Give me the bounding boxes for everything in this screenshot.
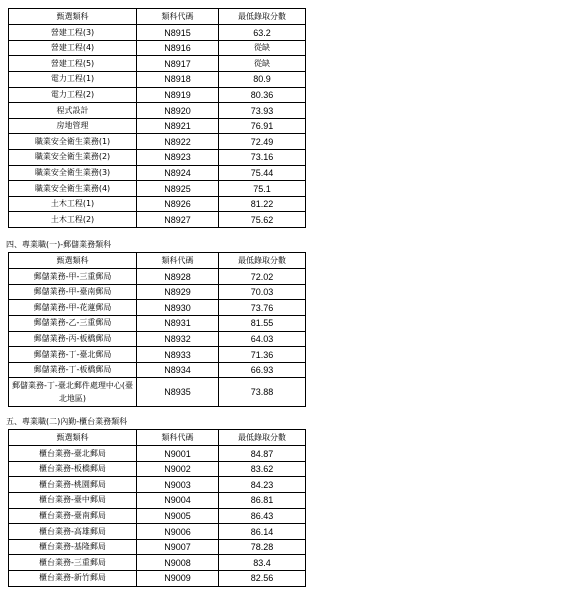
category-cell: 櫃台業務-高雄郵局 (9, 524, 137, 540)
table-row (9, 284, 306, 300)
table-row (9, 25, 306, 41)
code-cell: N8922 (137, 134, 219, 150)
score-cell: 63.2 (219, 25, 306, 41)
code-cell: N8931 (137, 316, 219, 332)
score-cell: 83.4 (219, 555, 306, 571)
header-category: 甄選類科 (9, 9, 137, 25)
code-cell: N9008 (137, 555, 219, 571)
score-cell: 86.43 (219, 508, 306, 524)
score-cell: 76.91 (219, 118, 306, 134)
score-cell: 75.62 (219, 212, 306, 228)
code-cell: N8915 (137, 25, 219, 41)
code-cell: N8921 (137, 118, 219, 134)
code-cell: N9006 (137, 524, 219, 540)
score-cell: 從缺 (219, 56, 306, 72)
table-row (9, 87, 306, 103)
score-cell: 86.81 (219, 493, 306, 509)
header-score: 最低錄取分數 (219, 9, 306, 25)
code-cell: N8929 (137, 284, 219, 300)
table-row (9, 196, 306, 212)
category-cell: 郵儲業務-丁-板橋郵局 (9, 362, 137, 378)
category-cell: 櫃台業務-臺北郵局 (9, 446, 137, 462)
score-cell: 84.87 (219, 446, 306, 462)
score-cell: 73.76 (219, 300, 306, 316)
category-cell: 櫃台業務-基隆郵局 (9, 539, 137, 555)
table-row (9, 269, 306, 285)
score-cell: 75.44 (219, 165, 306, 181)
score-cell: 72.02 (219, 269, 306, 285)
code-cell: N8918 (137, 72, 219, 88)
code-cell: N8925 (137, 181, 219, 197)
score-cell: 78.28 (219, 539, 306, 555)
score-cell: 81.55 (219, 316, 306, 332)
header-score: 最低錄取分數 (219, 430, 306, 446)
table-row (9, 508, 306, 524)
table-row (9, 446, 306, 462)
category-cell: 職業安全衛生業務(2) (9, 150, 137, 166)
category-cell: 電力工程(2) (9, 87, 137, 103)
category-cell: 郵儲業務-甲-臺南郵局 (9, 284, 137, 300)
table-row (9, 316, 306, 332)
score-cell: 84.23 (219, 477, 306, 493)
category-cell: 職業安全衛生業務(4) (9, 181, 137, 197)
header-score: 最低錄取分數 (219, 253, 306, 269)
code-cell: N9003 (137, 477, 219, 493)
score-cell: 64.03 (219, 331, 306, 347)
header-category: 甄選類科 (9, 430, 137, 446)
code-cell: N8932 (137, 331, 219, 347)
score-cell: 70.03 (219, 284, 306, 300)
category-cell: 程式設計 (9, 103, 137, 119)
score-cell: 66.93 (219, 362, 306, 378)
table-row (9, 555, 306, 571)
score-cell: 82.56 (219, 571, 306, 587)
table-row (9, 40, 306, 56)
code-cell: N8916 (137, 40, 219, 56)
code-cell: N9001 (137, 446, 219, 462)
category-cell: 職業安全衛生業務(3) (9, 165, 137, 181)
code-cell: N8926 (137, 196, 219, 212)
code-cell: N8927 (137, 212, 219, 228)
score-cell: 72.49 (219, 134, 306, 150)
table-row (9, 212, 306, 228)
code-cell: N8934 (137, 362, 219, 378)
table-row (9, 165, 306, 181)
category-cell: 櫃台業務-新竹郵局 (9, 571, 137, 587)
code-cell: N9002 (137, 461, 219, 477)
code-cell: N9005 (137, 508, 219, 524)
section-heading-postal-savings: 四、專業職(一)-郵儲業務類科 (6, 240, 112, 249)
code-cell: N8924 (137, 165, 219, 181)
header-code: 類科代碼 (137, 430, 219, 446)
table-row (9, 493, 306, 509)
table-row (9, 461, 306, 477)
table-row (9, 150, 306, 166)
score-cell: 81.22 (219, 196, 306, 212)
table-row (9, 347, 306, 363)
code-cell: N8917 (137, 56, 219, 72)
table-header-row (9, 253, 306, 269)
section-heading-counter-service: 五、專業職(二)內勤-櫃台業務類科 (6, 417, 128, 426)
table-row (9, 134, 306, 150)
score-cell: 80.36 (219, 87, 306, 103)
category-cell: 櫃台業務-三重郵局 (9, 555, 137, 571)
table-row (9, 539, 306, 555)
score-table-counter-service (8, 429, 306, 587)
category-cell: 郵儲業務-丁-臺北郵件處理中心(臺北地區) (9, 378, 137, 407)
table-row (9, 477, 306, 493)
score-table-postal-savings (8, 252, 306, 407)
category-cell: 職業安全衛生業務(1) (9, 134, 137, 150)
category-cell: 櫃台業務-桃園郵局 (9, 477, 137, 493)
table-row (9, 56, 306, 72)
code-cell: N8933 (137, 347, 219, 363)
table-header-row (9, 430, 306, 446)
code-cell: N8930 (137, 300, 219, 316)
table-row (9, 524, 306, 540)
header-category: 甄選類科 (9, 253, 137, 269)
table-header-row (9, 9, 306, 25)
code-cell: N8935 (137, 378, 219, 407)
score-cell: 73.16 (219, 150, 306, 166)
header-code: 類科代碼 (137, 253, 219, 269)
score-cell: 83.62 (219, 461, 306, 477)
category-cell: 櫃台業務-臺南郵局 (9, 508, 137, 524)
score-cell: 從缺 (219, 40, 306, 56)
code-cell: N8920 (137, 103, 219, 119)
category-cell: 郵儲業務-丁-臺北郵局 (9, 347, 137, 363)
code-cell: N9007 (137, 539, 219, 555)
category-cell: 營建工程(3) (9, 25, 137, 41)
code-cell: N9004 (137, 493, 219, 509)
code-cell: N9009 (137, 571, 219, 587)
code-cell: N8919 (137, 87, 219, 103)
category-cell: 營建工程(5) (9, 56, 137, 72)
code-cell: N8923 (137, 150, 219, 166)
score-cell: 80.9 (219, 72, 306, 88)
score-cell: 73.93 (219, 103, 306, 119)
category-cell: 櫃台業務-板橋郵局 (9, 461, 137, 477)
header-code: 類科代碼 (137, 9, 219, 25)
category-cell: 郵儲業務-乙-三重郵局 (9, 316, 137, 332)
category-cell: 櫃台業務-臺中郵局 (9, 493, 137, 509)
table-row (9, 300, 306, 316)
score-cell: 75.1 (219, 181, 306, 197)
score-cell: 86.14 (219, 524, 306, 540)
table-row (9, 118, 306, 134)
code-cell: N8928 (137, 269, 219, 285)
table-row (9, 181, 306, 197)
category-cell: 營建工程(4) (9, 40, 137, 56)
score-table-engineering (8, 8, 306, 228)
table-row (9, 72, 306, 88)
table-row (9, 331, 306, 347)
table-row (9, 571, 306, 587)
table-row (9, 362, 306, 378)
category-cell: 郵儲業務-丙-板橋郵局 (9, 331, 137, 347)
category-cell: 郵儲業務-甲-花蓮郵局 (9, 300, 137, 316)
category-cell: 土木工程(1) (9, 196, 137, 212)
score-cell: 73.88 (219, 378, 306, 407)
table-row (9, 378, 306, 407)
category-cell: 土木工程(2) (9, 212, 137, 228)
category-cell: 房地管理 (9, 118, 137, 134)
category-cell: 電力工程(1) (9, 72, 137, 88)
score-cell: 71.36 (219, 347, 306, 363)
category-cell: 郵儲業務-甲-三重郵局 (9, 269, 137, 285)
table-row (9, 103, 306, 119)
